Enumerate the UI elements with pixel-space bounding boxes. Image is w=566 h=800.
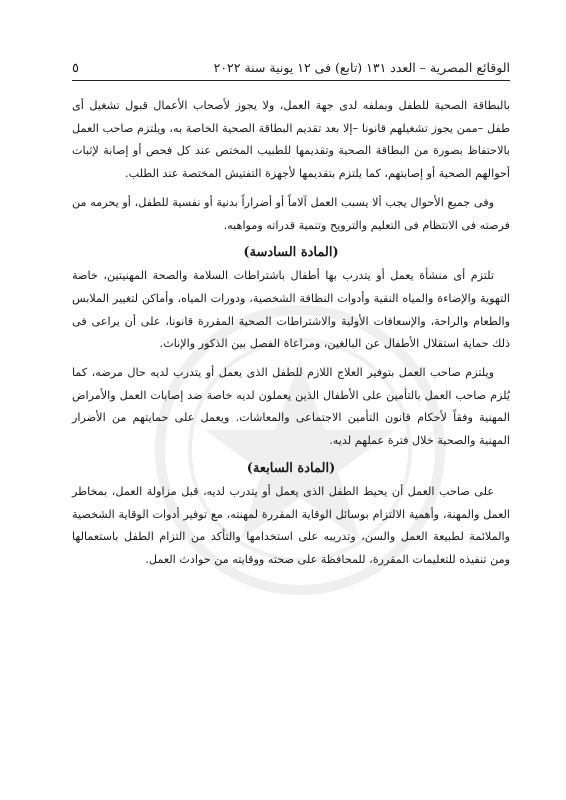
article-six-heading: (المادة السادسة) <box>243 245 339 261</box>
gazette-page <box>72 60 510 578</box>
page-number: ٥ <box>72 61 79 76</box>
page-header <box>72 60 510 81</box>
paragraph-safety-requirements: تلتزم أى منشأة يعمل أو يتدرب بها أطفال باشتراطات السلامة والصحة المهنيتين، خاصة التهوية والإضاءة والمياه النقية وأدوات النظافة الشخصية، ودورات المياه، وأماكن لتغيير الملابس والطعام والراحة، والإسعافات الأولية والاشتراطات الصحية المقررة قانونا، على أن يراعى فى ذلك حماية استقلال الأطفال عن البالغين، ومراعاة الفصل بين الذكور والإناث. <box>72 269 510 351</box>
paragraph-risk-awareness: على صاحب العمل أن يحيط الطفل الذى يعمل أو يتدرب لديه، قبل مزاولة العمل، بمخاطر العمل والمهنة، وأهمية الالتزام بوسائل الوقاية المقررة لمهنته، مع توفير أدوات الوقاية الشخصية والملائمة لطبيعة العمل والسن، وتدريبه على استخدامها والتأكد من التزام الطفل باستعمالها ومن تنفيذه للتعليمات المقررة، للمحافظة على صحته ووقايته من حوادث العمل. <box>72 484 510 566</box>
header-title: الوقائع المصرية – العدد ١٣١ (تابع) فى ١٢ يونية سنة ٢٠٢٢ <box>213 60 510 75</box>
paragraph-treatment-insurance: ويلتزم صاحب العمل بتوفير العلاج اللازم للطفل الذى يعمل أو يتدرب لديه حال مرضه، كما يُلزم صاحب العمل بالتأمين على الأطفال الذين يعملون لديه خاصة ضد إصابات العمل والأمراض المهنية وفقاً لأحكام قانون التأمين الاجتماعى والمعاشات. ويعمل على حمايتهم من الأضرار المهنية والصحية خلال فترة عملهم لديه. <box>72 366 510 448</box>
article-seven-heading: (المادة السابعة) <box>246 460 336 476</box>
paragraph-health-card: بالبطاقة الصحية للطفل وبملفه لدى جهة العمل، ولا يجوز لأصحاب الأعمال قبول تشغيل أى طفل –ممن يجوز تشغيلهم قانونا –إلا بعد تقديم البطاقة الصحية الخاصة به، ويلتزم صاحب العمل بالاحتفاظ بصورة من البطاقة الصحية وتقديمها للطبيب المختص عند كل فحص أو إصابة لإثبات أحوالهم الصحية أو إصابتهم، كما يلتزم بتقديمها لأجهزة التفتيش المختصة عند الطلب. <box>72 99 510 181</box>
paragraph-general-conditions: وفى جميع الأحوال يجب ألا يسبب العمل آلاماً أو أضراراً بدنية أو نفسية للطفل، أو يحرمه من فرصته فى الانتظام فى التعليم والترويح وتنمية قدراته ومواهبه. <box>72 195 510 232</box>
